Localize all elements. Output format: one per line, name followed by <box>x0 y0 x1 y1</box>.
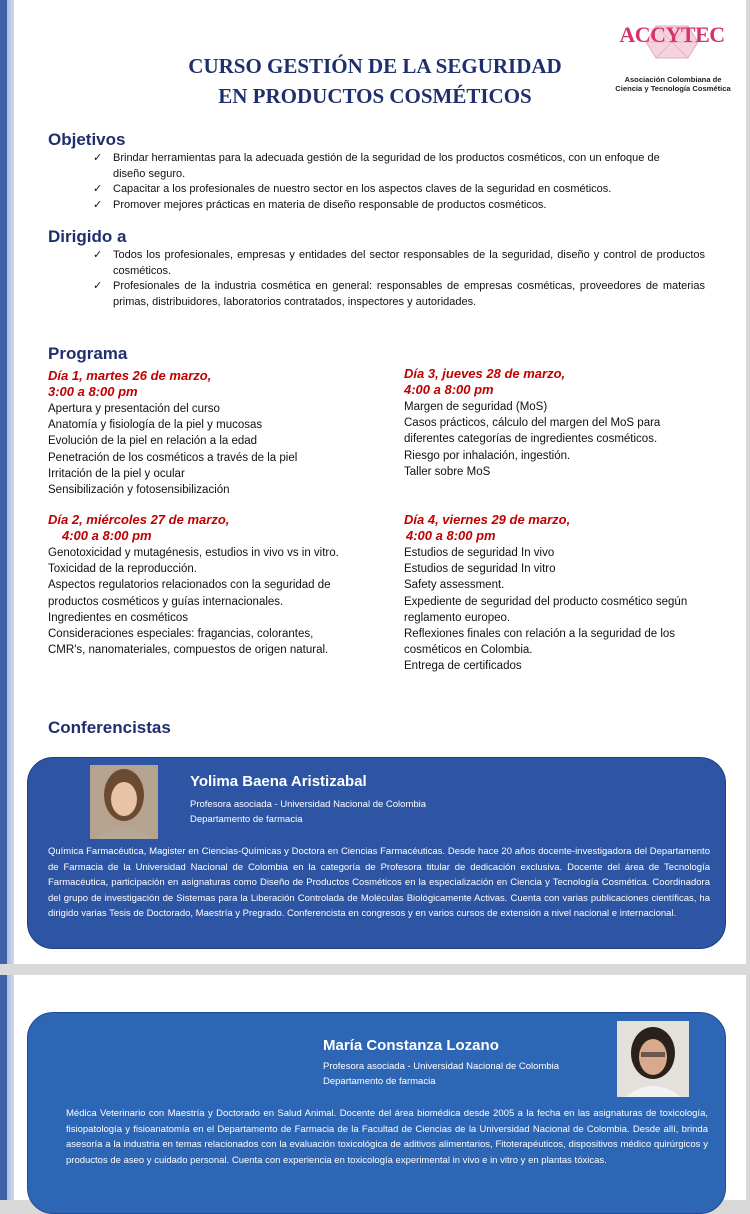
course-title-line-2: EN PRODUCTOS COSMÉTICOS <box>218 84 532 108</box>
day-4-time: 4:00 a 8:00 pm <box>406 528 496 543</box>
logo-wordmark: ACCYTEC <box>619 22 725 47</box>
day-4-title: Día 4, viernes 29 de marzo, <box>404 512 571 527</box>
list-item: Entrega de certificados <box>404 660 522 673</box>
list-item: ✓ Brindar herramientas para la adecuada gestión de la seguridad de los productos cosméticos, con un enfoque de diseño seguro. <box>93 152 660 180</box>
day-1-header <box>48 368 211 400</box>
speaker-1-bio: Química Farmacéutica, Magister en Ciencias-Químicas y Doctora en Ciencias Farmacéuticas. Desde hace 20 años docente-investigadora del Departamento de Farmacia de la Universidad Nacional de Colombia en la categoría de Profesora titular de dedicación exclusiva. Docente del área de Tecnología Farmacéutica, participación en asignaturas como Diseño de Productos Cosméticos en la especialización en Ciencia y Tecnología Cosmética. Coordinadora del grupo de investigación de Sistemas para la Liberación Controlada de Moléculas Biológicamente Activas. Cuenta con varias publicaciones científicas, ha dirigido varias Tesis de Doctorado, Maestría y Pregrado. Conferencista en congresos y en varios cursos de extensión a nivel nacional e internacional. <box>48 846 710 919</box>
day-3-title: Día 3, jueves 28 de marzo, <box>404 366 566 381</box>
list-item: Riesgo por inhalación, ingestión. <box>404 449 571 462</box>
list-item: ✓ Todos los profesionales, empresas y entidades del sector responsables de la seguridad, diseño y control de productos cosméticos. <box>93 249 705 277</box>
list-item: Margen de seguridad (MoS) <box>404 401 548 413</box>
checkmark-icon: ✓ <box>93 249 103 261</box>
day-1-title: Día 1, martes 26 de marzo, <box>48 368 212 383</box>
list-item: ✓ Profesionales de la industria cosmética en general: responsables de empresas cosméticas, proveedores de materias primas, distribuidores, laboratorios contratados, inspectores y autoridades. <box>93 280 705 308</box>
day-2-time: 4:00 a 8:00 pm <box>62 528 152 543</box>
day-3-items <box>404 399 660 480</box>
list-item: Anatomía y fisiología de la piel y mucosas <box>48 419 263 432</box>
speaker-2-department: Departamento de farmacia <box>323 1076 436 1087</box>
speaker-card-1 <box>27 757 726 949</box>
list-item: Genotoxicidad y mutagénesis, estudios in vivo vs in vitro. <box>48 547 339 559</box>
programa-heading: Programa <box>48 344 128 363</box>
speaker-2-bio: Médica Veterinario con Maestría y Doctorado en Salud Animal. Docente del área biomédica desde 2005 a la fecha en las asignaturas de toxicología, fisiopatología y fisioanatomía en el Departamento de Farmacia de la Facultad de Ciencias de la Universidad Nacional de Colombia. Desde allí, brinda asesoría a la industria en temas relacionados con la evaluación toxicológica de aditivos alimentarios, Fitoterapéuticos, dispositivos médico quirúrgicos y productos de aseo y cuidado personal. Cuenta con experiencia en toxicología experimental in vivo e in vitro y en plantas tóxicas. <box>66 1108 708 1166</box>
list-item: Toxicidad de la reproducción. <box>48 563 197 576</box>
speaker-2-name: María Constanza Lozano <box>323 1037 499 1054</box>
dirigido-list <box>93 248 705 310</box>
list-item: Reflexiones finales con relación a la seguridad de los <box>404 628 676 641</box>
objetivos-list <box>93 151 705 213</box>
list-item: ✓ Promover mejores prácticas en materia de diseño responsable de productos cosméticos. <box>93 198 705 214</box>
list-item: Penetración de los cosméticos a través de la piel <box>48 451 298 464</box>
speaker-card-2 <box>27 1012 726 1214</box>
day-3-header <box>404 366 565 398</box>
logo-subtitle-line-2: Ciencia y Tecnología Cosmética <box>615 84 731 93</box>
left-decorative-bar <box>0 975 14 1200</box>
list-item: Irritación de la piel y ocular <box>48 467 185 480</box>
list-item: Aspectos regulatorios relacionados con la seguridad de <box>48 579 331 592</box>
day-2-header <box>48 512 229 544</box>
speaker-2-position: Profesora asociada - Universidad Nacional de Colombia <box>323 1061 560 1072</box>
speaker-1-role <box>190 797 426 827</box>
objetivos-heading: Objetivos <box>48 130 126 149</box>
list-item: Evolución de la piel en relación a la edad <box>48 435 258 448</box>
list-item: productos cosméticos y guías internacionales. <box>48 595 284 608</box>
list-item: Safety assessment. <box>404 579 505 592</box>
speaker-1-position: Profesora asociada - Universidad Nacional de Colombia <box>190 799 427 810</box>
list-item: Casos prácticos, cálculo del margen del MoS para <box>404 417 661 430</box>
list-item: diferentes categorías de ingredientes cosméticos. <box>404 433 658 446</box>
left-decorative-bar <box>0 0 14 964</box>
list-item: Sensibilización y fotosensibilización <box>48 484 230 497</box>
list-item: Expediente de seguridad del producto cosmético según <box>404 595 688 608</box>
day-4-items <box>404 545 687 675</box>
list-item: Estudios de seguridad In vivo <box>404 547 555 559</box>
list-item: Ingredientes en cosméticos <box>48 611 188 624</box>
dirigido-heading: Dirigido a <box>48 227 127 246</box>
list-item: Taller sobre MoS <box>404 465 491 478</box>
speaker-photo-icon <box>90 765 158 839</box>
day-1-time: 3:00 a 8:00 pm <box>48 384 138 399</box>
day-2-items <box>48 545 339 658</box>
logo-subtitle <box>606 75 740 93</box>
day-3-time: 4:00 a 8:00 pm <box>404 382 494 397</box>
list-item: ✓ Capacitar a los profesionales de nuestro sector en los aspectos claves de la seguridad en cosméticos. <box>93 182 705 198</box>
logo-subtitle-line-1: Asociación Colombiana de <box>624 75 722 84</box>
checkmark-icon: ✓ <box>93 183 103 195</box>
course-title-line-1: CURSO GESTIÓN DE LA SEGURIDAD <box>188 54 562 78</box>
speaker-1-name: Yolima Baena Aristizabal <box>190 773 367 790</box>
checkmark-icon: ✓ <box>93 198 103 211</box>
list-item: reglamento europeo. <box>404 611 511 624</box>
list-item: Apertura y presentación del curso <box>48 403 220 415</box>
conferencistas-heading: Conferencistas <box>48 718 171 737</box>
day-1-items <box>48 401 297 498</box>
checkmark-icon: ✓ <box>93 280 103 292</box>
day-2-title: Día 2, miércoles 27 de marzo, <box>48 512 230 527</box>
speaker-2-role <box>323 1059 559 1089</box>
checkmark-icon: ✓ <box>93 152 103 164</box>
speaker-1-department: Departamento de farmacia <box>190 814 303 825</box>
speaker-photo-icon <box>617 1021 689 1097</box>
list-item: Consideraciones especiales: fragancias, colorantes, <box>48 628 314 641</box>
list-item: Estudios de seguridad In vitro <box>404 563 556 576</box>
day-4-header <box>404 512 570 544</box>
list-item: cosméticos en Colombia. <box>404 644 533 657</box>
list-item: CMR's, nanomateriales, compuestos de origen natural. <box>48 644 329 657</box>
